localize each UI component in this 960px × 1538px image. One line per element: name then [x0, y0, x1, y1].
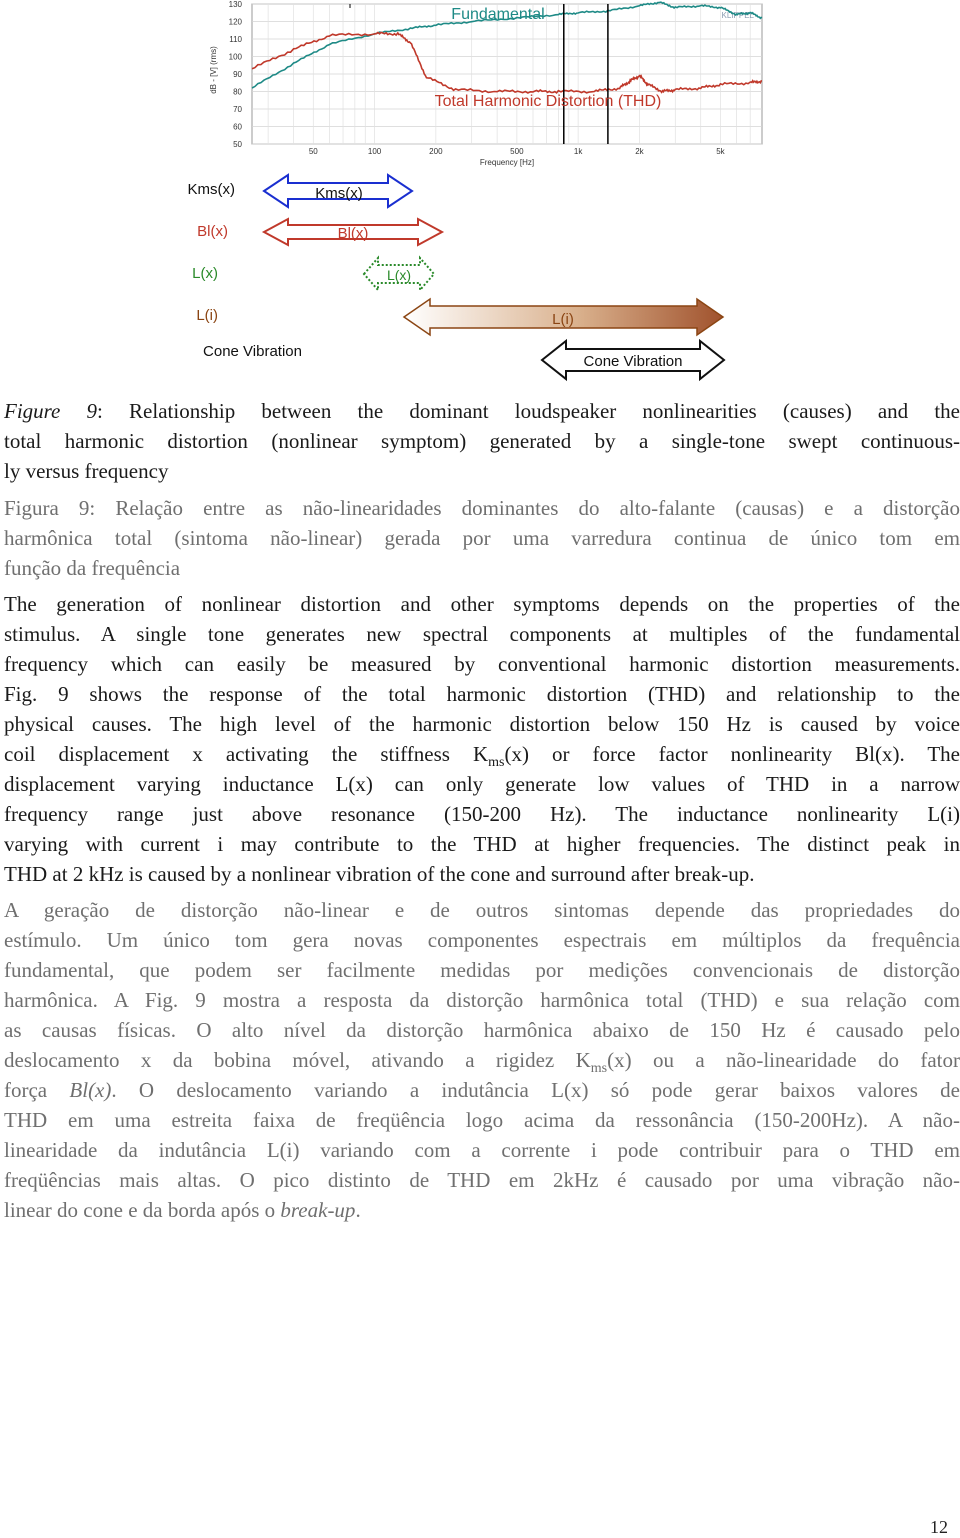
- x-tick-label: 1k: [573, 147, 583, 156]
- label-cone-left: Cone Vibration: [203, 343, 302, 360]
- y-tick-label: 80: [233, 87, 242, 97]
- x-tick-label: 2k: [635, 147, 644, 156]
- y-tick-label: 120: [228, 17, 242, 27]
- x-axis-label: Frequency [Hz]: [479, 158, 535, 167]
- li-arrow: [404, 299, 723, 335]
- text-line: frequency which can easily be measured by conventional harmonic distortion measurements.: [4, 652, 960, 676]
- text-line: [4, 1045, 960, 1075]
- text-line: [4, 739, 960, 769]
- text-span: (x) or force factor nonlinearity Bl(x). The: [504, 742, 960, 766]
- y-tick-label: 130: [228, 0, 242, 9]
- text-span: linear do cone e da borda após o: [4, 1198, 281, 1222]
- figure-caption-pt: [4, 493, 960, 583]
- text-span: . O deslocamento variando a indutância L(x) só pode gerar baixos valores de: [111, 1078, 960, 1102]
- kms-arrow-label: Kms(x): [315, 185, 363, 202]
- italic-span: Bl(x): [69, 1078, 112, 1102]
- y-tick-label: 110: [229, 35, 242, 44]
- text-line: estímulo. Um único tom gera novas componentes espectrais em múltiplos da frequência: [4, 928, 960, 952]
- page-number: 12: [930, 1517, 948, 1537]
- figure-caption-en: [4, 396, 960, 486]
- kms-arrow: [264, 175, 412, 207]
- text-line: A geração de distorção não-linear e de outros sintomas depende das propriedades do: [4, 898, 960, 922]
- caption-line: ly versus frequency: [4, 459, 169, 483]
- y-tick-label: 50: [233, 140, 242, 149]
- caption-line: total harmonic distortion (nonlinear symptom) generated by a single-tone swept continuous-: [4, 429, 960, 453]
- text-line: [4, 1195, 960, 1225]
- text-span: (x) ou a não-linearidade do fator: [607, 1048, 960, 1072]
- y-tick-label: 70: [233, 105, 242, 114]
- text-line: The generation of nonlinear distortion and other symptoms depends on the properties of the: [4, 592, 960, 616]
- label-kms-left: Kms(x): [187, 181, 235, 198]
- text-line: linearidade da indutância L(i) variando com a corrente i pode contribuir para o THD em: [4, 1138, 960, 1162]
- y-axis-label: dB - [V] (rms): [209, 46, 218, 94]
- body-paragraph-pt: [4, 895, 960, 1225]
- text-line: THD em uma estreita faixa de freqüência logo acima da ressonância (150-200Hz). A não-: [4, 1108, 960, 1132]
- caption-line: Figura 9: Relação entre as não-linearidades dominantes do alto-falante (causas) e a distorção: [4, 496, 960, 520]
- text-span: .: [355, 1198, 361, 1222]
- label-li-left: L(i): [196, 307, 218, 324]
- y-tick-label: 60: [233, 122, 242, 132]
- caption-figure-label: Figure 9: [4, 399, 98, 423]
- bl-arrow-label: Bl(x): [337, 225, 369, 242]
- legend-fundamental: Fundamental: [451, 6, 545, 23]
- text-line: frequency range just above resonance (150-200 Hz). The inductance nonlinearity L(i): [4, 802, 960, 826]
- x-tick-label: 200: [429, 147, 443, 156]
- label-bl-left: Bl(x): [197, 223, 228, 240]
- text-line: varying with current i may contribute to the THD at higher frequencies. The distinct peak in: [4, 832, 960, 856]
- bl-arrow: [264, 219, 442, 245]
- frequency-response-chart: [209, 0, 762, 167]
- caption-line: função da frequência: [4, 556, 181, 580]
- lx-arrow-label: L(x): [386, 267, 412, 283]
- italic-span: break-up: [280, 1198, 356, 1222]
- text-span: força: [4, 1078, 70, 1102]
- lx-arrow: [364, 258, 434, 290]
- legend-thd: Total Harmonic Distortion (THD): [434, 93, 662, 110]
- text-span: coil displacement x activating the stiffness K: [4, 742, 489, 766]
- li-arrow-label: L(i): [552, 311, 574, 328]
- text-span: deslocamento x da bobina móvel, ativando a rigidez K: [4, 1048, 591, 1072]
- text-line: [4, 1075, 960, 1105]
- text-line: stimulus. A single tone generates new spectral components at multiples of the fundamental: [4, 622, 960, 646]
- x-tick-label: 50: [308, 147, 318, 156]
- text-line: displacement varying inductance L(x) can only generate low values of THD in a narrow: [4, 772, 960, 796]
- x-tick-label: 500: [510, 147, 524, 156]
- y-tick-label: 100: [228, 52, 242, 62]
- caption-line: : Relationship between the dominant loudspeaker nonlinearities (causes) and the: [97, 399, 960, 423]
- x-tick-label: 100: [367, 147, 382, 156]
- text-line: THD at 2 kHz is caused by a nonlinear vibration of the cone and surround after break-up.: [4, 862, 755, 886]
- cone-vibration-arrow: [542, 341, 724, 379]
- subscript-ms: ms: [590, 1061, 608, 1077]
- figure-9: [0, 0, 960, 385]
- subscript-ms: ms: [488, 755, 505, 771]
- text-line: Fig. 9 shows the response of the total harmonic distortion (THD) and relationship to the: [4, 682, 960, 706]
- label-lx-left: L(x): [192, 265, 218, 282]
- caption-line: harmônica total (sintoma não-linear) gerada por uma varredura continua de único tom em: [4, 526, 960, 550]
- text-line: harmônica. A Fig. 9 mostra a resposta da distorção harmônica total (THD) e sua relação com: [4, 988, 960, 1012]
- text-line: freqüências mais altas. O pico distinto de THD em 2kHz é causado por uma vibração não-: [4, 1168, 960, 1192]
- text-line: physical causes. The high level of the harmonic distortion below 150 Hz is caused by voice: [4, 712, 960, 736]
- text-line: as causas físicas. O alto nível da distorção harmônica abaixo de 150 Hz é causado pelo: [4, 1018, 960, 1042]
- body-paragraph-en: [4, 589, 960, 889]
- x-tick-label: 5k: [716, 147, 725, 156]
- klippel-logo: KLIPPEL: [721, 11, 754, 20]
- cone-arrow-label: Cone Vibration: [583, 353, 683, 370]
- text-line: fundamental, que podem ser facilmente medidas por medições convencionais de distorção: [4, 958, 960, 982]
- y-tick-label: 90: [233, 70, 242, 79]
